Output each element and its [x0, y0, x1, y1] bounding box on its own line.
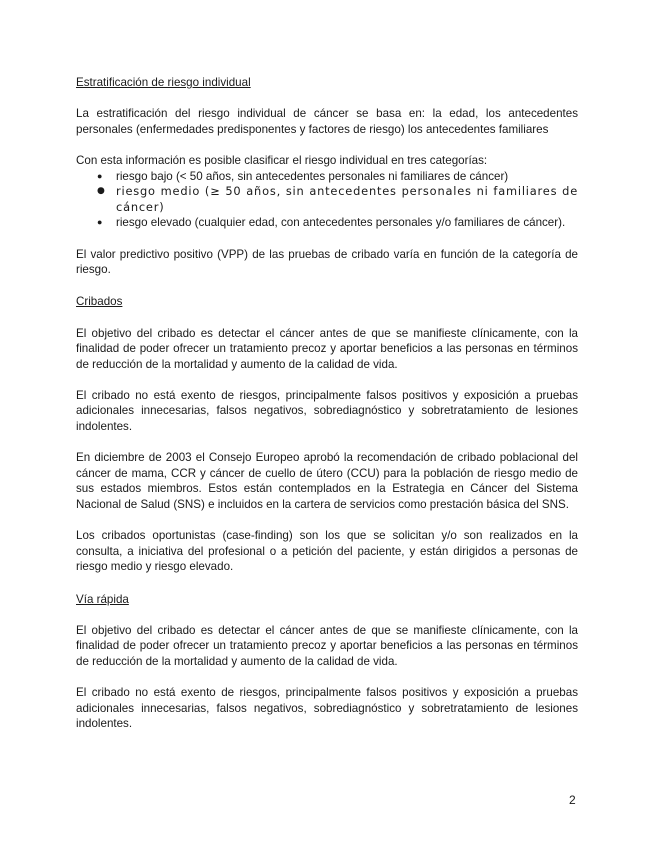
paragraph: El valor predictivo positivo (VPP) de las pruebas de cribado varía en función de la categoría de riesgo. [76, 247, 578, 277]
list-item: ● riesgo medio (≥ 50 años, sin antecedentes personales ni familiares de cáncer) [76, 184, 578, 215]
paragraph: El cribado no está exento de riesgos, principalmente falsos positivos y exposición a pruebas adicionales innecesarias, falsos negativos, sobrediagnóstico y sobretratamiento de lesiones indolentes. [76, 388, 578, 434]
paragraph: Con esta información es posible clasificar el riesgo individual en tres categorías: [76, 153, 488, 167]
section-heading-cribados: Cribados [76, 295, 123, 309]
paragraph: En diciembre de 2003 el Consejo Europeo aprobó la recomendación de cribado poblacional del cáncer de mama, CCR y cáncer de cuello de útero (CCU) para la población de riesgo medio de sus estados miembros. Estos están contemplados en la Estrategia en Cáncer del Sistema Nacional de Salud (SNS) e incluidos en la cartera de servicios como prestación básica del SNS. [76, 451, 578, 512]
section-heading-estratificacion: Estratificación de riesgo individual [76, 76, 251, 89]
list-item: ● riesgo elevado (cualquier edad, con antecedentes personales y/o familiares de cáncer). [76, 215, 578, 231]
paragraph: Los cribados oportunistas (case-finding) son los que se solicitan y/o son realizados en la consulta, a iniciativa del profesional o a petición del paciente, y están dirigidos a personas de riesgo medio y riesgo elevado. [76, 529, 578, 574]
paragraph: El objetivo del cribado es detectar el cáncer antes de que se manifieste clínicamente, con la finalidad de poder ofrecer un tratamiento precoz y aportar beneficios a las personas en términos de reducción de la mortalidad y aumento de la calidad de vida. [76, 623, 578, 668]
list-item: ● riesgo bajo (< 50 años, sin antecedentes personales ni familiares de cáncer) [76, 169, 578, 185]
paragraph: La estratificación del riesgo individual de cáncer se basa en: la edad, los antecedentes personales (enfermedades predisponentes y factores de riesgo) los antecedentes familiares [76, 107, 578, 136]
document-body [76, 74, 578, 748]
section-heading-via-rapida: Vía rápida [76, 592, 129, 606]
paragraph: El cribado no está exento de riesgos, principalmente falsos positivos y exposición a pruebas adicionales innecesarias, falsos negativos, sobrediagnóstico y sobretratamiento de lesiones indolentes. [76, 686, 578, 731]
paragraph: El objetivo del cribado es detectar el cáncer antes de que se manifieste clínicamente, con la finalidad de poder ofrecer un tratamiento precoz y aportar beneficios a las personas en términos de reducción de la mortalidad y aumento de la calidad de vida. [76, 326, 578, 371]
page-number: 2 [569, 793, 576, 807]
risk-category-list [76, 169, 578, 231]
